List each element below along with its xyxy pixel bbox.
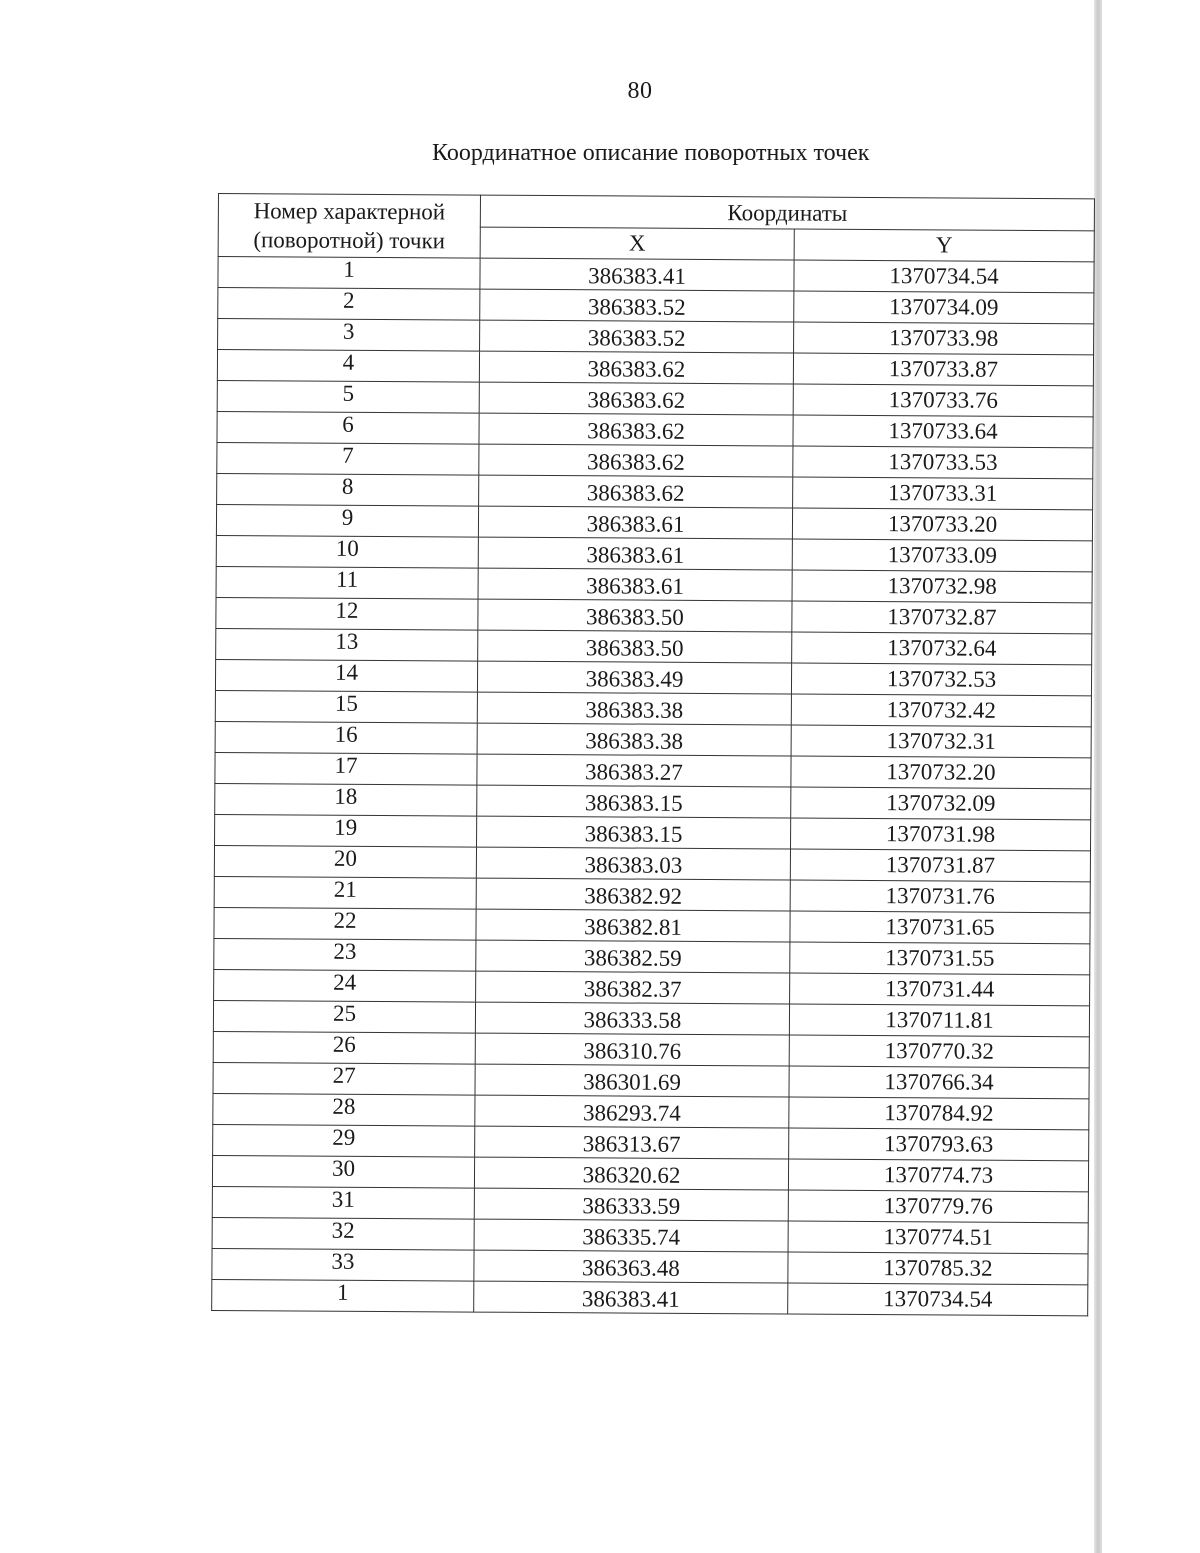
point-number-cell: 1 — [212, 1279, 474, 1312]
y-coordinate-cell: 1370732.98 — [792, 570, 1092, 603]
y-coordinate-cell: 1370732.42 — [791, 694, 1091, 727]
x-coordinate-cell: 386382.59 — [476, 940, 790, 973]
y-coordinate-cell: 1370779.76 — [788, 1190, 1088, 1223]
y-coordinate-cell: 1370731.98 — [791, 818, 1091, 851]
scan-edge-shadow — [1094, 0, 1102, 1553]
point-number-cell: 4 — [217, 350, 479, 383]
point-number-cell: 27 — [213, 1062, 475, 1095]
y-coordinate-cell: 1370774.73 — [788, 1159, 1088, 1192]
point-number-cell: 26 — [213, 1031, 475, 1064]
table-row — [212, 1279, 1088, 1315]
x-coordinate-cell: 386383.61 — [478, 537, 792, 570]
point-number-cell: 24 — [214, 969, 476, 1002]
y-coordinate-cell: 1370734.09 — [794, 291, 1094, 324]
y-coordinate-cell: 1370732.31 — [791, 725, 1091, 758]
x-coordinate-cell: 386363.48 — [474, 1250, 788, 1283]
x-coordinate-cell: 386320.62 — [474, 1157, 788, 1190]
x-coordinate-cell: 386383.62 — [479, 382, 793, 415]
point-number-cell: 11 — [216, 566, 478, 599]
point-number-header: Номер характерной (поворотной) точки — [218, 194, 480, 259]
point-number-cell: 31 — [212, 1186, 474, 1219]
y-coordinate-cell: 1370733.64 — [793, 415, 1093, 448]
y-coordinate-cell: 1370711.81 — [789, 1004, 1089, 1037]
x-coordinate-cell: 386333.58 — [475, 1002, 789, 1035]
table-body — [212, 257, 1094, 1316]
point-number-cell: 14 — [215, 659, 477, 692]
x-coordinate-cell: 386383.52 — [480, 320, 794, 353]
document-title: Координатное описание поворотных точек — [432, 140, 870, 166]
page-number: 80 — [627, 78, 653, 104]
point-number-cell: 21 — [214, 876, 476, 909]
x-coordinate-cell: 386383.49 — [477, 661, 791, 694]
point-number-cell: 15 — [215, 690, 477, 723]
y-coordinate-cell: 1370785.32 — [788, 1252, 1088, 1285]
table-header — [218, 194, 1094, 262]
coordinates-group-header: Координаты — [480, 195, 1094, 230]
y-coordinate-cell: 1370731.65 — [790, 911, 1090, 944]
x-coordinate-cell: 386383.62 — [479, 444, 793, 477]
y-coordinate-cell: 1370733.87 — [793, 353, 1093, 386]
y-coordinate-cell: 1370734.54 — [794, 260, 1094, 293]
x-coordinate-cell: 386382.37 — [476, 971, 790, 1004]
point-number-cell: 28 — [213, 1093, 475, 1126]
x-coordinate-cell: 386383.61 — [478, 568, 792, 601]
y-coordinate-cell: 1370731.87 — [790, 849, 1090, 882]
point-number-cell: 29 — [213, 1124, 475, 1157]
x-coordinate-cell: 386383.41 — [480, 258, 794, 291]
y-coordinate-cell: 1370731.55 — [790, 942, 1090, 975]
point-number-cell: 25 — [213, 1000, 475, 1033]
x-coordinate-cell: 386383.15 — [477, 816, 791, 849]
header-row-top — [218, 194, 1094, 231]
y-coordinate-cell: 1370732.53 — [791, 663, 1091, 696]
x-coordinate-cell: 386313.67 — [475, 1126, 789, 1159]
y-coordinate-cell: 1370732.64 — [792, 632, 1092, 665]
point-number-cell: 1 — [218, 257, 480, 290]
x-coordinate-cell: 386383.62 — [479, 475, 793, 508]
x-coordinate-cell: 386335.74 — [474, 1219, 788, 1252]
x-coordinate-cell: 386383.38 — [477, 692, 791, 725]
point-number-cell: 13 — [216, 628, 478, 661]
x-coordinate-cell: 386383.03 — [476, 847, 790, 880]
point-number-cell: 22 — [214, 907, 476, 940]
point-number-cell: 32 — [212, 1217, 474, 1250]
y-coordinate-cell: 1370733.20 — [792, 508, 1092, 541]
point-number-cell: 2 — [218, 288, 480, 321]
x-coordinate-cell: 386383.50 — [478, 630, 792, 663]
x-coordinate-cell: 386383.62 — [479, 351, 793, 384]
point-number-cell: 16 — [215, 721, 477, 754]
y-coordinate-cell: 1370732.87 — [792, 601, 1092, 634]
x-coordinate-cell: 386382.81 — [476, 909, 790, 942]
y-coordinate-cell: 1370770.32 — [789, 1035, 1089, 1068]
x-coordinate-cell: 386293.74 — [475, 1095, 789, 1128]
x-coordinate-cell: 386310.76 — [475, 1033, 789, 1066]
point-number-cell: 20 — [214, 845, 476, 878]
point-number-cell: 17 — [215, 752, 477, 785]
y-coordinate-cell: 1370731.76 — [790, 880, 1090, 913]
point-number-cell: 5 — [217, 380, 479, 413]
x-coordinate-cell: 386383.52 — [480, 289, 794, 322]
y-coordinate-cell: 1370793.63 — [789, 1128, 1089, 1161]
y-coordinate-cell: 1370733.31 — [793, 477, 1093, 510]
point-number-cell: 9 — [216, 504, 478, 537]
x-coordinate-cell: 386383.38 — [477, 723, 791, 756]
y-coordinate-cell: 1370731.44 — [790, 973, 1090, 1006]
x-coordinate-cell: 386383.41 — [474, 1281, 788, 1314]
point-number-cell: 3 — [218, 319, 480, 352]
y-coordinate-cell: 1370734.54 — [788, 1283, 1088, 1316]
y-coordinate-cell: 1370733.53 — [793, 446, 1093, 479]
x-coordinate-cell: 386383.15 — [477, 785, 791, 818]
x-coordinate-cell: 386333.59 — [474, 1188, 788, 1221]
x-coordinate-cell: 386383.61 — [478, 506, 792, 539]
point-number-cell: 6 — [217, 411, 479, 444]
y-column-header: Y — [794, 229, 1094, 262]
point-number-cell: 19 — [215, 814, 477, 847]
x-column-header: X — [480, 227, 794, 260]
point-number-cell: 23 — [214, 938, 476, 971]
coordinates-table — [211, 193, 1095, 1316]
point-number-cell: 30 — [212, 1155, 474, 1188]
y-coordinate-cell: 1370732.09 — [791, 787, 1091, 820]
point-number-cell: 10 — [216, 535, 478, 568]
x-coordinate-cell: 386301.69 — [475, 1064, 789, 1097]
y-coordinate-cell: 1370766.34 — [789, 1066, 1089, 1099]
y-coordinate-cell: 1370732.20 — [791, 756, 1091, 789]
x-coordinate-cell: 386383.62 — [479, 413, 793, 446]
point-number-cell: 18 — [215, 783, 477, 816]
point-number-cell: 7 — [217, 442, 479, 475]
point-number-cell: 33 — [212, 1248, 474, 1281]
y-coordinate-cell: 1370733.98 — [794, 322, 1094, 355]
x-coordinate-cell: 386382.92 — [476, 878, 790, 911]
point-number-cell: 8 — [217, 473, 479, 506]
point-number-cell: 12 — [216, 597, 478, 630]
y-coordinate-cell: 1370784.92 — [789, 1097, 1089, 1130]
y-coordinate-cell: 1370733.76 — [793, 384, 1093, 417]
y-coordinate-cell: 1370774.51 — [788, 1221, 1088, 1254]
x-coordinate-cell: 386383.50 — [478, 599, 792, 632]
x-coordinate-cell: 386383.27 — [477, 754, 791, 787]
y-coordinate-cell: 1370733.09 — [792, 539, 1092, 572]
